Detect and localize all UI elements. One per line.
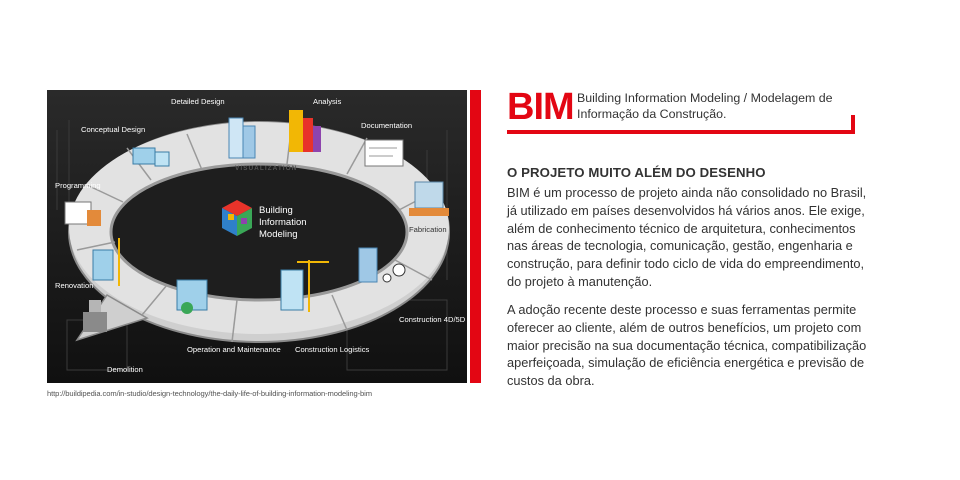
image-source-caption: http://buildipedia.com/in-studio/design-technology/the-daily-life-of-building-information-modeling-bim [47, 389, 372, 398]
title-underline [507, 130, 855, 134]
stage-icon-fabrication [409, 182, 449, 216]
page-subtitle: Building Information Modeling / Modelagem de Informação da Construção. [577, 91, 833, 121]
stage-label-analysis: Analysis [313, 97, 342, 106]
paragraph-intro: BIM é um processo de projeto ainda não consolidado no Brasil, já utilizado em países desenvolvidos há vários anos. Ele exige, além de conhecimento técnico de arquitetura, conhecimentos nas áreas de tecnologia, comunicação, gestão, engenharia e construção, para definir todo ciclo de vida do empreendimento, do projeto à manutenção. [507, 185, 867, 289]
paragraph-benefits: A adoção recente deste processo e suas ferramentas permite oferecer ao cliente, além de outros benefícios, um projeto com maior precisão na sua documentação técnica, compatibilização aperfeiçoada, simulação de eficiência energética e previsão de custos da obra. [507, 302, 867, 389]
title-underline-tick [851, 115, 855, 134]
ring-label: VISUALIZATION [235, 165, 298, 172]
bim-lifecycle-svg [47, 90, 467, 383]
section-heading: O PROJETO MUITO ALÉM DO DESENHO [507, 165, 766, 180]
center-label-line2: Information [259, 217, 307, 228]
stage-label-demolition: Demolition [107, 365, 143, 374]
stage-icon-documentation [365, 140, 403, 166]
stage-label-construction-4d5d: Construction 4D/5D [399, 315, 466, 324]
bim-lifecycle-diagram [47, 90, 467, 383]
page-title: BIM [507, 86, 574, 128]
center-label-line1: Building [259, 205, 293, 216]
accent-bar [470, 90, 481, 383]
stage-label-conceptual-design: Conceptual Design [81, 125, 146, 134]
stage-label-operation-maintenance: Operation and Maintenance [187, 345, 281, 354]
stage-label-construction-logistics: Construction Logistics [295, 345, 370, 354]
stage-label-fabrication: Fabrication [409, 225, 447, 234]
stage-label-documentation: Documentation [361, 121, 413, 130]
stage-label-renovation: Renovation [55, 281, 94, 290]
stage-label-programming: Programming [55, 181, 101, 190]
stage-icon-operation-maintenance [177, 280, 207, 314]
stage-label-detailed-design: Detailed Design [171, 97, 225, 106]
center-label-line3: Modeling [259, 229, 298, 240]
